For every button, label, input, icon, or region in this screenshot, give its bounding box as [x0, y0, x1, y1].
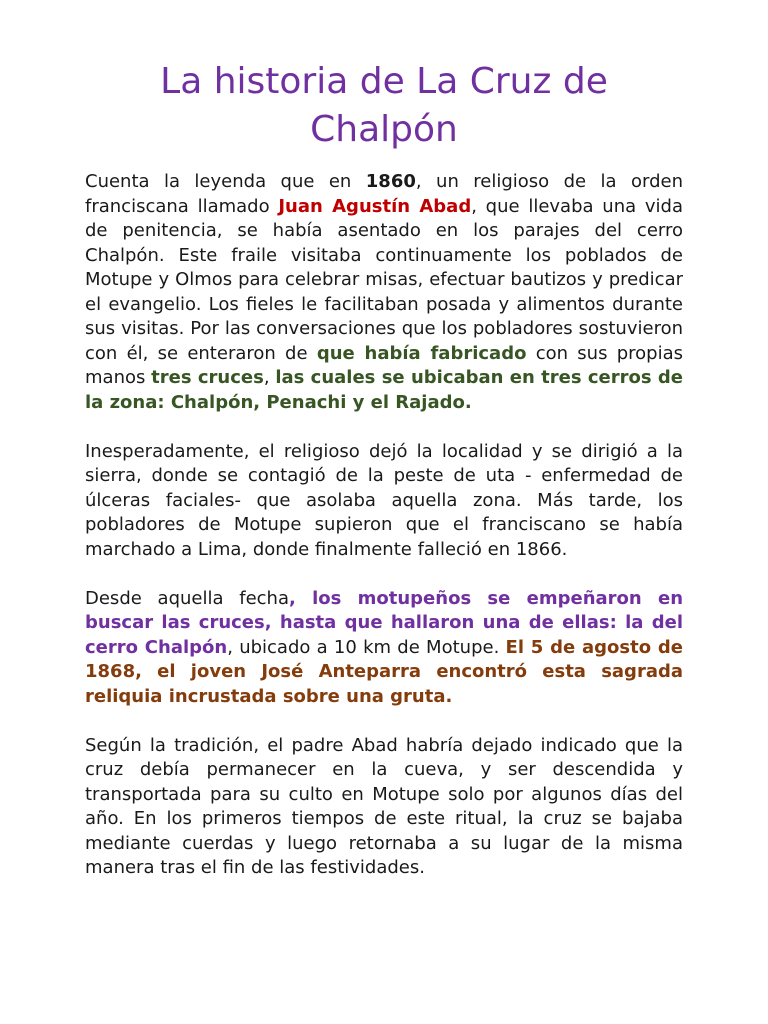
- p1-text-3: , que llevaba una vida de penitencia, se había asentado en los parajes del cerro Chalpón. Este fraile visitaba continuamente los poblados de Motupe y Olmos para celebrar misas, efectuar bautizos y predicar el evangelio. Los fieles le facilitaban posada y alimentos durante sus visitas. Por las conversaciones que los pobladores sostuvieron con él, se enteraron de: [85, 195, 683, 364]
- page-title: La historia de La Cruz de Chalpón: [160, 61, 608, 150]
- paragraph-3: [85, 587, 683, 710]
- p1-text-5: ,: [263, 367, 276, 388]
- p1-green-3: las cuales se ubicaban en tres cerros de la zona: Chalpón, Penachi y el Rajado.: [85, 367, 683, 413]
- paragraph-1: [85, 170, 683, 415]
- paragraph-4: Según la tradición, el padre Abad habría dejado indicado que la cruz debía permanecer en la cueva, y ser descendida y transportada para su culto en Motupe solo por algunos días del año. En los primeros tiempos de este ritual, la cruz se bajaba mediante cuerdas y luego retornaba a su lugar de la misma manera tras el fin de las festividades.: [85, 734, 683, 878]
- p3-purple: , los motupeños se empeñaron en buscar las cruces, hasta que hallaron una de ellas: la del cerro Chalpón: [85, 587, 684, 658]
- p1-green-1: que había fabricado: [316, 342, 527, 364]
- p3-text-1: Desde aquella fecha: [85, 587, 289, 609]
- p1-year: 1860: [365, 171, 416, 192]
- p3-text-2: , ubicado a 10 km de Motupe.: [227, 636, 506, 658]
- p1-green-2: tres cruces: [151, 367, 264, 388]
- p1-text-4: con sus propias manos: [85, 342, 683, 388]
- p1-text-1: Cuenta la leyenda que en: [85, 171, 366, 192]
- p1-name: Juan Agustín Abad: [278, 195, 472, 217]
- paragraph-2: Inesperadamente, el religioso dejó la localidad y se dirigió a la sierra, donde se contagió de la peste de uta - enfermedad de úlceras faciales- que asolaba aquella zona. Más tarde, los pobladores de Motupe supieron que el franciscano se había marchado a Lima, donde finalmente falleció en 1866.: [85, 440, 683, 560]
- p1-text-2: , un religioso de la orden franciscana llamado: [85, 171, 684, 217]
- p3-brown: El 5 de agosto de 1868, el joven José Anteparra encontró esta sagrada reliquia incrustada sobre una gruta.: [85, 636, 684, 707]
- document-page: [85, 58, 683, 905]
